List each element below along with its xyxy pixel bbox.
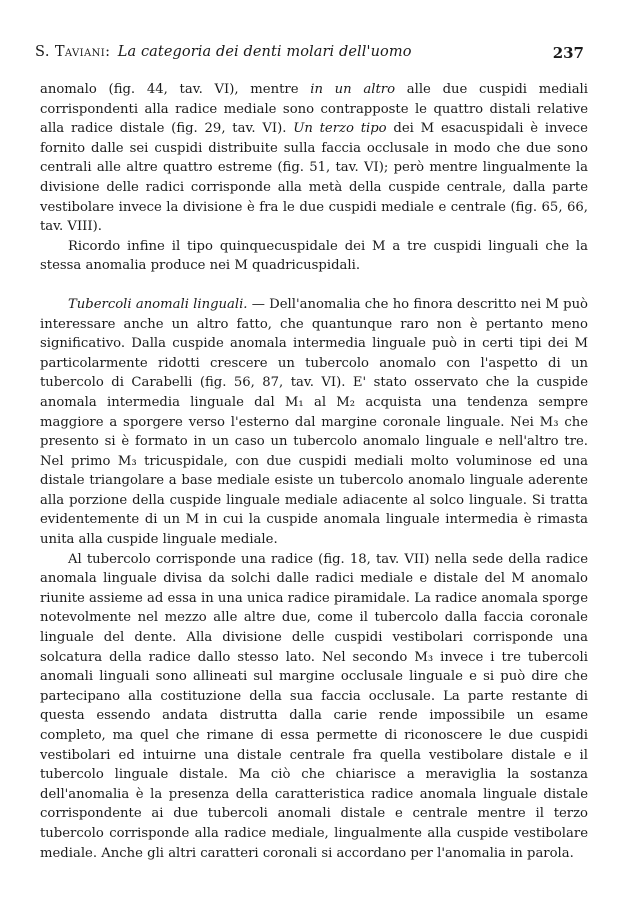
running-head-title: La categoria dei denti molari dell'uomo	[117, 44, 412, 60]
paragraph	[40, 237, 588, 276]
paragraph	[40, 80, 588, 237]
text-run: anomalo (fig. 44, tav. VI), mentre	[40, 82, 311, 97]
page-number: 237	[552, 44, 584, 62]
text-run: Al tubercolo corrisponde una radice (fig. 18, tav. VII) nella sede della radice anomala linguale divisa da solchi dalle radici mediale e distale del M anomalo riunite assieme ad essa in una unica radice piramidale. La radice anomala sporge notevolmente nel mezzo alle altre due, come il tubercolo dalla faccia coronale linguale del dente. Alla divisione delle cuspidi vestibolari corrisponde una solcatura della radice dallo stesso lato. Nel secondo M₃ invece i tre tubercoli anomali linguali sono allineati sul margine occlusale linguale e si può dire che partecipano alla costituzione della sua faccia occlusale. La parte restante di questa essendo andata distrutta dalla carie rende impossibile un esame completo, ma quel che rimane di essa permette di riconoscere le due cuspidi vestibolari ed intuirne una distale centrale fra quella vestibolare distale e il tubercolo linguale distale. Ma ciò che chiarisce a meraviglia la sostanza dell'anomalia è la presenza della caratteristica radice anomala linguale distale corrispondente ai due tubercoli anomali distale e centrale mentre il terzo tubercolo corrisponde alla radice mediale, lingualmente alla cuspide vestibolare mediale. Anche gli altri caratteri coronali si accordano per l'anomalia in parola.	[40, 551, 588, 861]
italic-run: Un terzo tipo	[293, 121, 387, 137]
paragraph	[40, 295, 588, 550]
italic-run: in un altro	[310, 82, 396, 97]
text-run: Ricordo infine il tipo quinquecuspidale dei M a tre cuspidi linguali che la stessa anomalia produce nei M quadricuspidali.	[40, 238, 588, 274]
paragraph	[40, 550, 588, 864]
running-head	[35, 44, 412, 60]
text-run: — Dell'anomalia che ho finora descritto nei M può interessare anche un altro fatto, che quantunque raro non è pertanto meno significativo. Dalla cuspide anomala intermedia linguale può in certi tipi dei M particolarmente ridotti crescere un tubercolo anomalo con l'aspetto di un tubercolo di Carabelli (fig. 56, 87, tav. VI). E' stato osservato che la cuspide anomala intermedia linguale dal M₁ al M₂ acquista una tendenza sempre maggiore a sporgere verso l'esterno dal margine coronale linguale. Nei M₃ che presento si è formato in un caso un tubercolo anomalo linguale e nell'altro tre. Nel primo M₃ tricuspidale, con due cuspidi mediali molto voluminose ed una distale triangolare a base mediale esiste un tubercolo anomalo linguale aderente alla porzione della cuspide linguale mediale adiacente al solco linguale. Si tratta evidentemente di un M in cui la cuspide anomala linguale intermedia è rimasta unita alla cuspide linguale mediale.	[40, 296, 588, 548]
text-run: alle due cuspidi mediali corrispondenti alla radice mediale sono contrapposte le quattro distali relative alla radice distale (fig. 29, tav. VI).	[40, 82, 588, 137]
body-text	[40, 80, 588, 863]
running-head-author: S. Taviani:	[35, 44, 111, 60]
italic-run: Tubercoli anomali linguali.	[68, 296, 248, 312]
text-run: dei M esacuspidali è invece fornito dalle sei cuspidi distribuite sulla faccia occlusale in modo che due sono centrali alle altre quattro estreme (fig. 51, tav. VI); però mentre lingualmente la divisione delle radici corrisponde alla metà della cuspide centrale, dalla parte vestibolare invece la divisione è fra le due cuspidi mediale e centrale (fig. 65, 66, tav. VIII).	[40, 121, 588, 235]
running-header	[35, 44, 584, 66]
